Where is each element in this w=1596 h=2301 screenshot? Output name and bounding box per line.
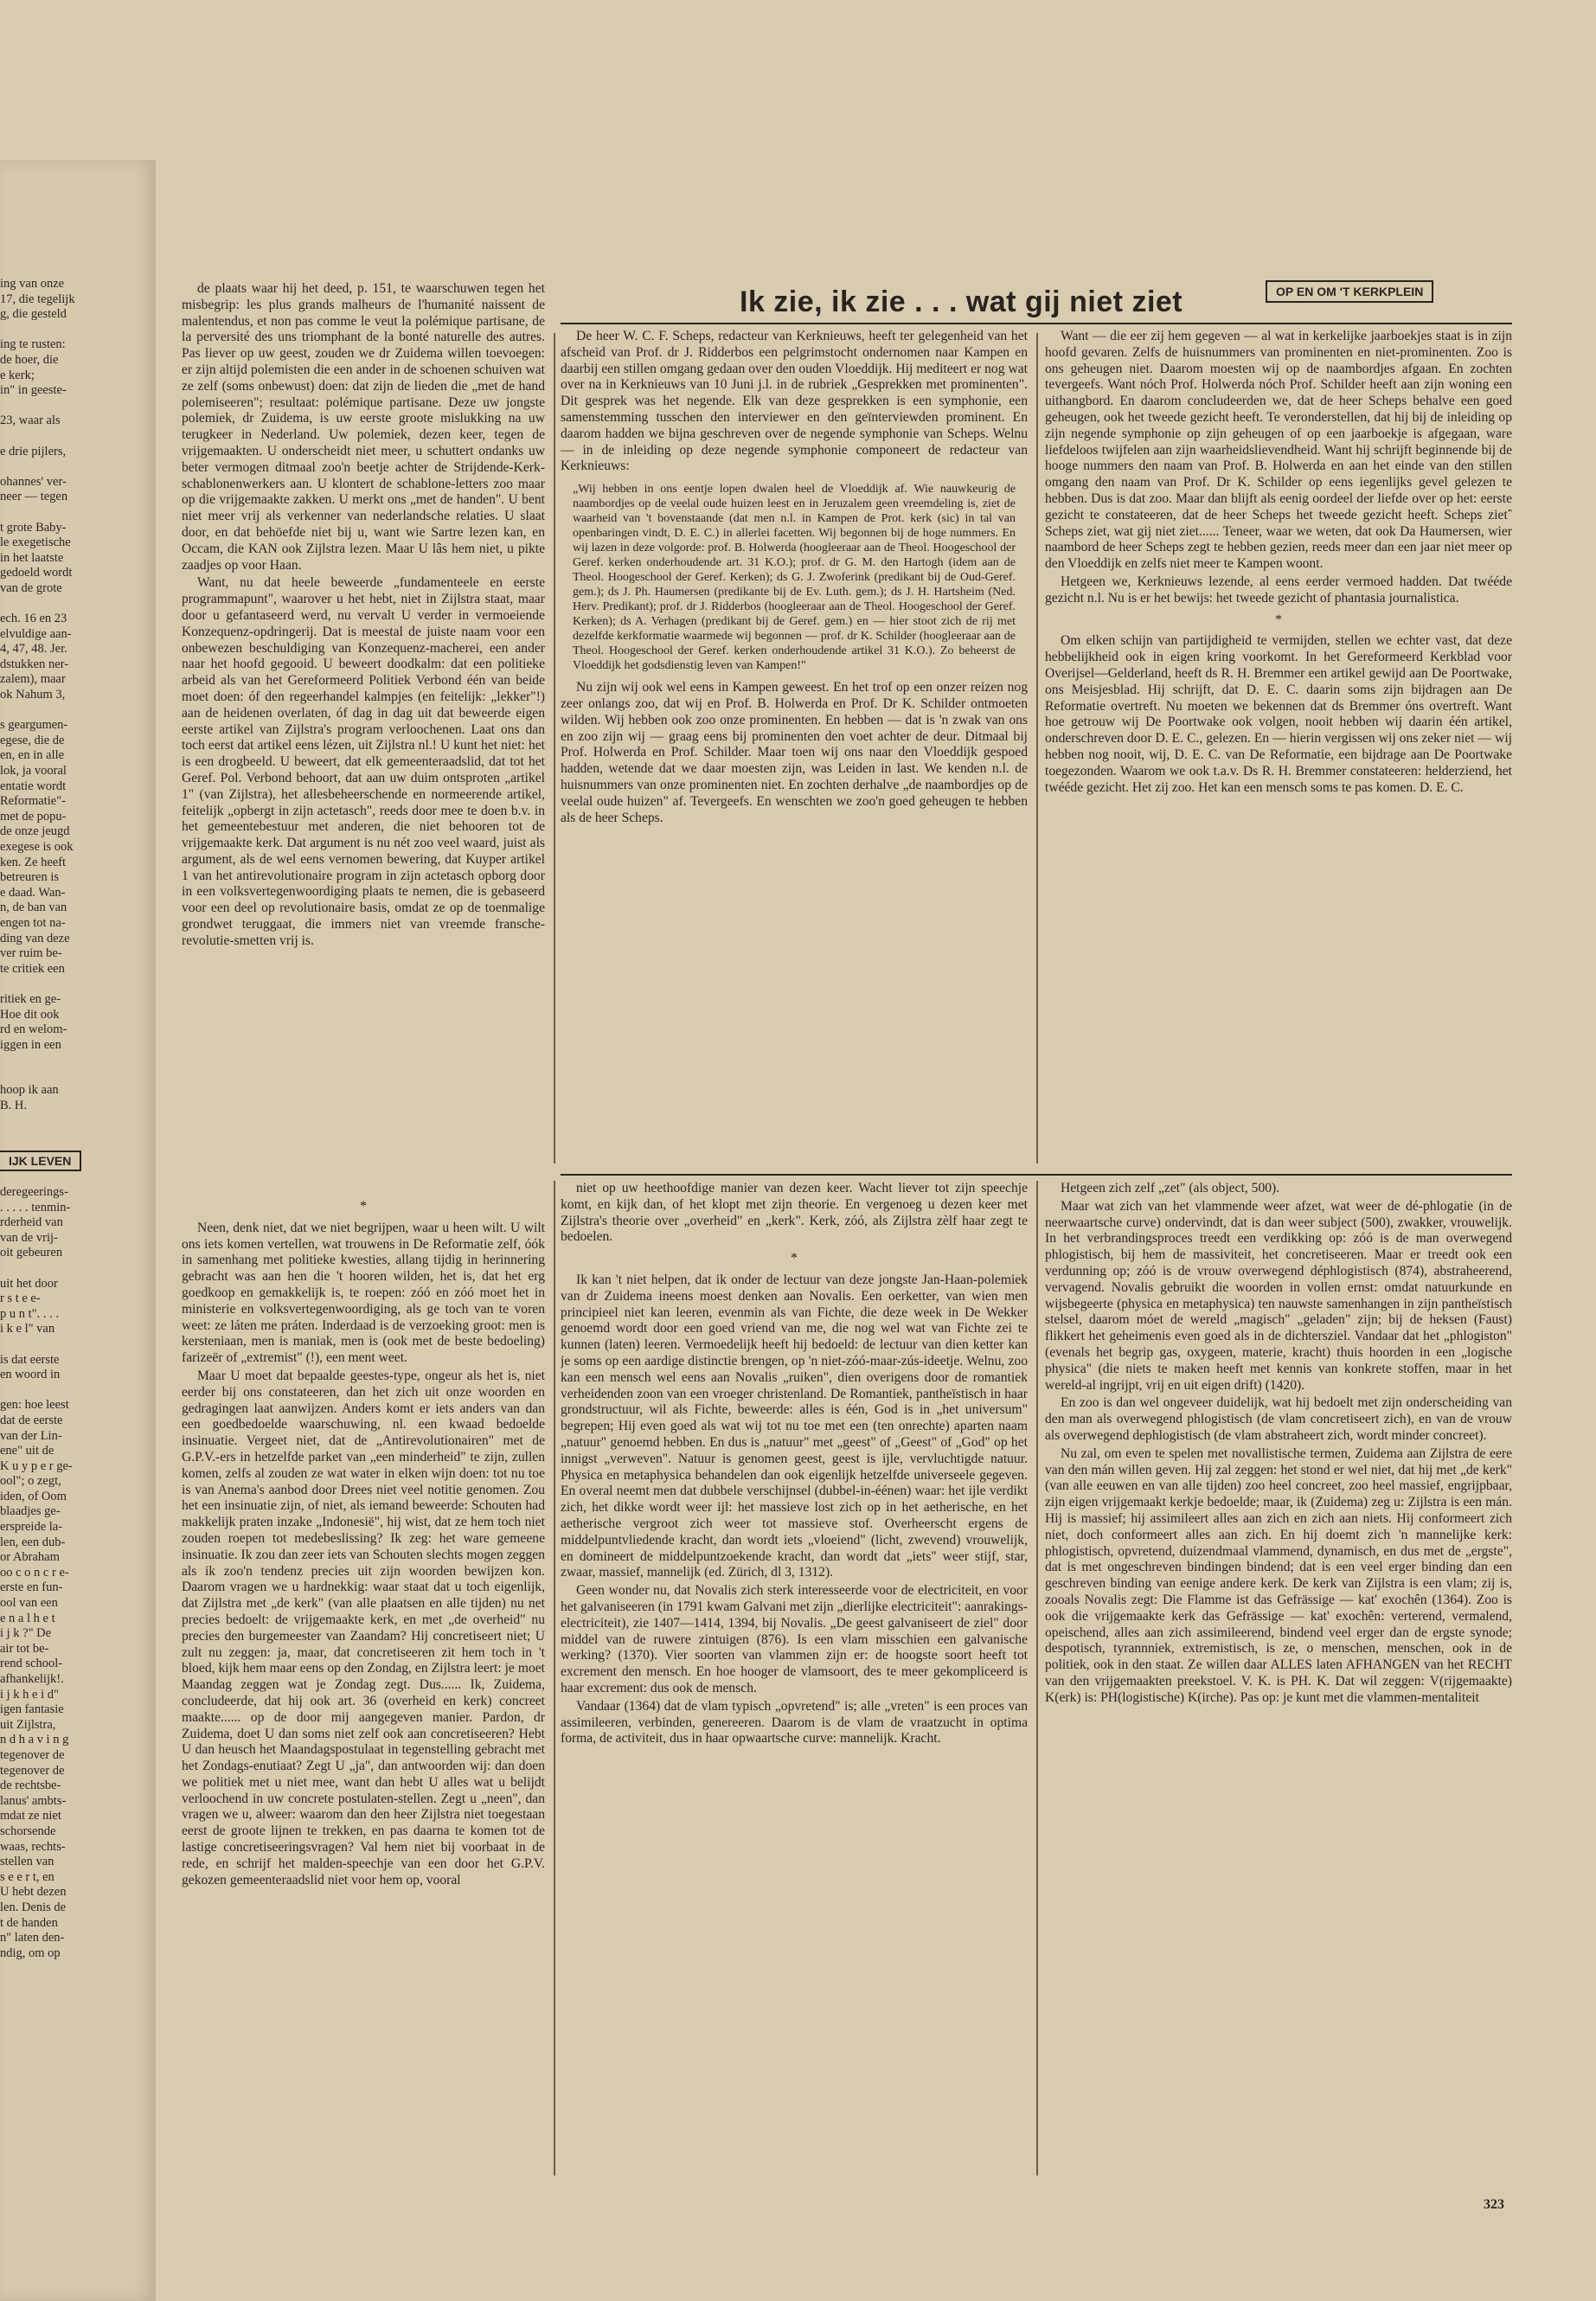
paragraph: de plaats waar hij het deed, p. 151, te waarschuwen tegen het misbegrip: les plus grands malheurs de l'humanité naissent de malentendus, et non pas comme le veut la polémique partisane, de la perversité des uns triomphant de la bonté naturelle des autres. Pas liever op uw geest, zouden we dr Zuidema willen toevoegen: er zijn altijd polemisten die een ander in de schoenen schuiven wat ze zelf (soms onbewust) doen: dat zijn de lieden die „met de hand polemiseeren"; resultaat: polémique partisane. Deze uw jongste polemiek, dr Zuidema, is uw eerste groote mislukking na uw terugkeer in Nederland. Uw polemiek, dezen keer, tegen de vrijgemaakten. U onderscheidt niet meer, u schuttert ondanks uw beter vermogen ditmaal zoo'n beetje achter de Strijdende-Kerk-schablonenwerkers aan. U klontert de schablone-letters zoo maar op die vrijgemaakte zakken. U merkt ons „met de handen". U bent niet meer vrij als verkenner van nederlandsche relaties. U slaat door, en dat behöefde niet bij u, want wie Sartre lezen kan, en Occam, die KAN ook Zijlstra lezen. Maar U lâs hem niet, u pikte zaadjes op voor Haan. xyxy=(182,281,545,573)
left-page-line: ool van een xyxy=(0,1596,58,1611)
paragraph: Maar U moet dat bepaalde geestes-type, ongeur als het is, niet eerder bij ons constateeren, dan het zich uit onze woorden en gedragingen laat aanwijzen. Anders komt er iets anders van dan een goedbedoelde waarschuwing, nl. een kwaad bedoelde insinuatie. Vergeet niet, dat de „Antirevolutionairen" met de G.P.V.-ers in hetzelfde parket van „een minderheid" te zijn, zullen komen, zelfs al zouden ze wat water in elken wijn doen: tot nu toe is van Anema's aanbod door Drees niet veel notitie genomen. Zou het een insinuatie zijn, of niet, als iemand beweerde: Schouten had makkelijk praten inzake „Indonesië", hij wist, dat ze hem toch niet zouden roepen tot medebeslissing? Ik zeg: het ware gemeene insinuatie. Ik zou dan zeer iets van Schouten slechts mogen zeggen als ik zoo'n tendenz precies uit zijn woorden bewijzen kon. Daarom vragen we u hardnekkig: waar staat dat u toch eigenlijk, dat Zijlstra met „de kerk" (van alle plaatsen en alle tijden) nu net precies bedoelt: de vrijgemaakte kerk, en met „de overheid" nu precies den burgemeester van Zaandam? Hij concretiseert niet; U zult nu zeggen: ja, maar, dat concretiseeren zit hem toch in 't bloed, kijk hem maar eens op den Zondag, en Zijlstra leert: je moet Maandag zeggen wat je Zondag zegt. Dus...... Ik, Zuidema, concludeerde, dat hij ook art. 36 (overheid en kerk) concreet maakte...... op de door mij aangegeven manier. Pardon, dr Zuidema, doet U dan soms niet zelf ook aan concretiseeren? Hebt U dan heusch het Maandagspostulaat in tegenstelling gebracht met het Zondags-enutiaat? Zegt U „ja", dan antwoorden wij: dan doen we politiek met u niet mee, want dan hebt U alles wat u belijdt verloochend in uw concrete postulaten-stellen. Zegt u „neen", dan vragen we u, alweer: waarom dan den heer Zijlstra niet toegestaan eerst de groote lijnen te trekken, en pas daarna te komen tot de lastige concretiseeringsvragen? Val hem niet bij voorbaat in de rede, en schrijf het malden-speechje van een door het G.P.V. gekozen gemeenteraadslid niet voor hem op, vooral xyxy=(182,1368,545,1888)
left-page-line: s e e r t, en xyxy=(0,1869,54,1884)
left-page-line: stellen van xyxy=(0,1855,54,1869)
left-page-line: de onze jeugd xyxy=(0,824,70,839)
left-page-line xyxy=(0,977,145,992)
column-3-bottom xyxy=(1045,1181,1512,2184)
paragraph: Om elken schijn van partijdigheid te vermijden, stellen we echter vast, dat deze hebbelijkheid ook in eigen kring voorkomt. In het Gereformeerd Kerkblad voor Overijsel—Gelderland, heeft ds R. H. Bremmer een artikel gewijd aan De Poortwake, ons Meisjesblad. Hij schrijft, dat D. E. C. daarin soms zijn bijdragen aan De Reformatie overtreft. Nu moeten we bekennen dat ds Bremmer óns overtreft. Want hoe getrouw wij De Poortwake ook volgen, nooit hebben wij daarin één artikel, onderschreven door D. E. C., gelezen. En — hierin vergissen wij ons zeker niet — wij hebben nog nooit, wij, D. E. C. van De Reformatie, een bijdrage aan De Poortwake toegezonden. Waarom we ook t.a.v. Ds R. H. Bremmer constateeren: helderziend, het twééde gezicht. Het zij zoo. Het kan een mensch soms te pas komen. D. E. C. xyxy=(1045,633,1512,795)
left-page-line: zalem), maar xyxy=(0,672,66,687)
left-page-line: ken. Ze heeft xyxy=(0,855,67,869)
left-page-line: is dat eerste xyxy=(0,1352,60,1367)
left-page-line: K u y p e r ge- xyxy=(0,1458,73,1473)
left-page-line: erspreide la- xyxy=(0,1520,63,1535)
left-page-line: ool"; o zegt, xyxy=(0,1474,61,1489)
left-page-line xyxy=(0,399,145,414)
left-page-line: ohannes' ver- xyxy=(0,474,67,489)
left-page-line: ok Nahum 3, xyxy=(0,688,66,702)
left-page-line xyxy=(0,1383,145,1399)
left-page-line: iggen in een xyxy=(0,1037,61,1052)
left-page-line: g, die gesteld xyxy=(0,307,67,322)
paragraph: Geen wonder nu, dat Novalis zich sterk interesseerde voor de electriciteit, en voor het galvaniseeren (in 1791 kwam Galvani met zijn „dierlijke electriciteit": aanrakings-electriciteit), zie 1407—1414, 1394, bij Novalis. „De geest galvaniseert de ziel" door middel van de ruwere zintuigen (876). Is een vlam misschien een galvanische werking? (1370). Vier soorten van vlammen zijn er: de hoogste soort heeft tot excrement den mensch. En hoe hooger de vlamsoort, des te meer gekompliceerd is haar excrement: dus ook de mensch. xyxy=(561,1583,1028,1695)
left-page-line: rderheid van xyxy=(0,1215,63,1230)
left-page-line: e daad. Wan- xyxy=(0,885,66,900)
left-page-line: . . . . . tenmin- xyxy=(0,1200,71,1215)
left-page-line: ritiek en ge- xyxy=(0,991,61,1006)
column-2-bottom xyxy=(561,1181,1028,2184)
paragraph: niet op uw heethoofdige manier van dezen keer. Wacht liever tot zijn speechje komt, en kijk dan, of het klopt met zijn theorie. En vergenoeg u dezen keer met Zijlstra's theorie over „overheid" en „kerk". Kerk, zóó, als Zijlstra zèlf haar zegt te bedoelen. xyxy=(561,1181,1028,1245)
left-page-line: len, een dub- xyxy=(0,1535,66,1549)
left-page-line: 4, 47, 48. Jer. xyxy=(0,642,67,657)
left-page-line: van de grote xyxy=(0,580,62,595)
paragraph: Hetgeen we, Kerknieuws lezende, al eens eerder vermoed hadden. Dat twééde gezicht n.l. Nu is er het bewijs: het tweede gezicht of phantasia journalistica. xyxy=(1045,574,1512,606)
left-page-line: e drie pijlers, xyxy=(0,444,67,458)
paragraph: De heer W. C. F. Scheps, redacteur van Kerknieuws, heeft ter gelegenheid van het afscheid van Prof. dr J. Ridderbos een pelgrimstocht ondernomen naar Kampen en daarbij een stillen omgang gedaan over den ouden Vloeddijk. Hij mediteert er nog wat over na in Kerknieuws van 10 Juni j.l. in de rubriek „Gesprekken met prominenten". Dit gesprek was het negende. Elk van deze gesprekken is een symphonie, een samenstemming tusschen den interviewer en den geïnterviewden prominent. En daarom hadden we bijna geschreven over de negende symphonie van Scheps. Welnu — in de inleiding op deze negende symphonie componeert de redacteur van Kerknieuws: xyxy=(561,329,1028,474)
left-page-line: t de handen xyxy=(0,1915,58,1930)
left-page-line: t grote Baby- xyxy=(0,520,67,535)
section-ornament: * xyxy=(1275,612,1282,627)
left-page-line xyxy=(0,459,145,475)
left-page-line: lanus' ambts- xyxy=(0,1793,67,1808)
left-page-line: van de vrij- xyxy=(0,1230,58,1245)
left-page-line: oo c o n c r e- xyxy=(0,1565,69,1580)
section-rule xyxy=(561,1174,1512,1176)
column-2-top xyxy=(561,329,1028,1168)
column-divider xyxy=(1036,333,1038,1163)
column-3-top xyxy=(1045,329,1512,1168)
left-page-line: mdat ze niet xyxy=(0,1809,61,1823)
left-page-line: betreuren is xyxy=(0,870,60,885)
left-page-line: gedoeld wordt xyxy=(0,566,73,580)
left-page-line xyxy=(0,505,145,521)
left-page-line: ene" uit de xyxy=(0,1444,54,1458)
left-page-line: tegenover de xyxy=(0,1763,65,1778)
left-page-line: n, de ban van xyxy=(0,901,67,915)
left-page-line: or Abraham xyxy=(0,1550,60,1565)
left-page-line: iden, of Oom xyxy=(0,1489,67,1503)
left-page-line xyxy=(0,703,145,719)
left-page-line: uit het door xyxy=(0,1276,58,1291)
left-page-line: met de popu- xyxy=(0,809,67,824)
paragraph: Vandaar (1364) dat de vlam typisch „opvretend" is; alle „vreten" is een proces van assimileeren, verbinden, genereeren. Daarom is de vlam de vraatzucht in optima forma, de activiteit, dus in haar opwaartsche curve: mannelijk. Kracht. xyxy=(561,1698,1028,1747)
left-page-line: te critiek een xyxy=(0,961,65,976)
left-page-line: e n a l h e t xyxy=(0,1611,55,1625)
left-page-line: exegese is ook xyxy=(0,839,74,854)
left-page-line xyxy=(0,1053,145,1068)
left-page-line: neer — tegen xyxy=(0,490,68,504)
left-page-line: igen fantasie xyxy=(0,1702,64,1717)
left-page-line: engen tot na- xyxy=(0,915,66,930)
column-badge: OP EN OM 'T KERKPLEIN xyxy=(1266,280,1433,303)
left-page-line: afhankelijk!. xyxy=(0,1672,64,1686)
left-page-line: i j k ?" De xyxy=(0,1626,52,1641)
block-quote: „Wij hebben in ons eentje lopen dwalen heel de Vloeddijk af. Wie nauwkeurig de naambordjes op de veelal oude huizen leest en in Jeruzalem geen vreemdeling is, ziet de waarheid van 't bovenstaande (dat men n.l. in Kampen de Prot. kerk (sic) in tal van openbaringen vindt, D. E. C.) in allerlei facetten. Wij begonnen bij de hoge nummers. En wij lazen in deze volgorde: prof. B. Holwerda (hoogleeraar aan de Theol. Hoogeschool der Geref. kerken onderhoudende art. 31 K.O.); prof. dr G. M. den Hartogh (idem aan de Theol. Hoogeschool der Geref. Kerken); ds G. J. Zwoferink (predikant bij de Oud-Geref. gem.); ds J. Ph. Haumersen (predikante bij de Ev. Luth. gem.); ds J. H. Hartsheim (Ned. Herv. Predikant); prof. dr J. Ridderbos (hoogleeraar aan de Theol. Hoogeschool der Geref. Kerken); ds A. Verhagen (predikant bij de Geref. gem.) en — hier stoot zich de rij met dezelfde kerkformatie waarmede wij begonnen — prof. dr K. Schilder (hoogleeraar aan de Theol. Hoogeschool der Geref. kerken onderhoudende artikel 31 K.O.). Zo beheerst de Vloeddijk het godsdienstig leven van Kampen!" xyxy=(573,483,1016,673)
paragraph: Nu zal, om even te spelen met novallistische termen, Zuidema aan Zijlstra de eere van den mán willen geven. Hij zal zeggen: het stond er wel niet, dat hij met „de kerk" (van alle eeuwen en van alle tijden) zoo heel concreet, zoo heel massief, engrijpbaar, zijn eigen vrijgemaakt kerkje bedoelde; maar, ik (Zuidema) zeg u: Zijlstra is een mán. Hij is massief; hij assimileert alles aan zich en zich aan niets. Hij conformeert zich niet, doch conformeert alles aan zich. En hij doemt zich 'n mannelijke kerk: phlogistisch, opvretend, duizendmaal vlammend, dynamisch, en dus met de „ergste", dat is met ongeschreven bindingen bindend; dat is een veel erger binding dan een geschreven binding van eenige andere kerk. De kerk van Zijlstra is een vlam; zij is, zooals Novalis zegt: Die Flamme ist das Gefrässige — kat' exochên (1364). Zoo is ook die vrijgemaakte kerk das Gefrässige — kat' exochên: verterend, vermalend, opeischend, alles aan zich assimileerend, bindend veel erger dan de ergste synode; despotisch, tyrannniek, extremistisch, is ze, o menschen, menschen, ook in de politiek, ook in den staat. Ze willen daar ALLES laten AFHANGEN van het RECHT van den vrijgemaakten preekstoel. V. K. is PH. K. Dat wil zeggen: V(rijgemaakte) K(erk) is: PH(logistische) K(irche). Pas op: je kunt met die vlammen-mentaliteit xyxy=(1045,1445,1512,1705)
paragraph: Nu zijn wij ook wel eens in Kampen geweest. En het trof op een onzer reizen nog zeer onlangs zoo, dat wij en Prof. B. Holwerda en Prof. Dr K. Schilder ontmoeten wilden. Wij hebben ook zoo onze prominenten. En hebben — dat is 'n zwak van ons en zoo zijn wij — graag eens bij prominenten den voet achter de deur. Ditmaal bij Prof. Holwerda en Prof. Schilder. Maar toen wij ons naar den Vloeddijk gespoed hadden, wetende dat we daar moesten zijn, was Leiden in last. We kenden n.l. de huisnummers van onze prominenten niet. En zochten derhalve „de naambordjes op de veelal oude huizen" af. Tevergeefs. En wenschten we zoo'n goed geheugen te hebben als de heer Scheps. xyxy=(561,680,1028,825)
paragraph: Maar wat zich van het vlammende weer afzet, wat weer de dé-phlogatie (in de neerwaartsche curve) ondervindt, dat is dan weer subject (500), zwakker, vrouwelijk. In het verbrandingsproces treedt een verdikking op: zóó is de man overwegend phlogistisch, bij hem de massiviteit, het concretiseeren. Maar er treedt ook een verdunning op; zóó is de vrouw overwegend déphlogistisch (874), abstraheerend, vervagend. Novalis gebruikt die woorden in vollen ernst: omdat natuurkunde en wijsbegeerte (physica en metaphysica) ten nauwste samenhangen in zijn pantheïstisch stelsel, daarom móet de wereld „magisch" „geladen" zijn; bij de heksen (Faust) flikkert het geheimenis even goed als in de dichtersziel. Vandaar dat het „phlogiston" (evenals het begrip gas, oxygeen, materie, kracht) thuis hoorden in een „logische physica" (die niets te maken heeft met kennis van konkrete stoffen, maar in het wereld-al ingrijpt, vrij en uit eigen drift) (1420). xyxy=(1045,1198,1512,1393)
left-page-line: tegenover de xyxy=(0,1747,65,1762)
left-page-column-lower xyxy=(0,1185,145,2102)
left-page-line: dat de eerste xyxy=(0,1413,63,1427)
left-page-line: hoop ik aan xyxy=(0,1083,59,1098)
column-divider xyxy=(554,333,555,1163)
left-page-line: waas, rechts- xyxy=(0,1839,66,1854)
left-page-line: erste en fun- xyxy=(0,1580,63,1595)
left-page-line: n" laten den- xyxy=(0,1931,65,1945)
page-number: 323 xyxy=(1484,2197,1504,2212)
left-page-line: r s t e e- xyxy=(0,1292,41,1306)
left-page-line: ndig, om op xyxy=(0,1945,61,1960)
column-1-bottom xyxy=(182,1194,545,2180)
left-page-line: B. H. xyxy=(0,1099,28,1113)
left-page-line: ver ruim be- xyxy=(0,946,62,961)
column-1-top xyxy=(182,281,545,1172)
left-page-line: e kerk; xyxy=(0,368,35,382)
left-page-line: 17, die tegelijk xyxy=(0,292,75,306)
left-page-line: s geargumen- xyxy=(0,718,68,733)
left-page-line: de hoer, die xyxy=(0,352,59,367)
left-page-fragment xyxy=(0,160,161,2301)
left-page-line: ing te rusten: xyxy=(0,337,66,352)
left-page-line xyxy=(0,429,145,445)
title-underline xyxy=(561,323,1512,324)
left-page-line: i k e l" van xyxy=(0,1322,55,1336)
left-page-line: i j k h e i d" xyxy=(0,1687,59,1702)
paragraph: Want, nu dat heele beweerde „fundamenteele en eerste programmapunt", waarover u het hebt, niet in Zijlstra staat, maar door u gefantaseerd werd, nu vervalt U verder in vermoeiende Konzequenz-opdringerij. Dat is meestal de juiste naam voor een onbewezen beschuldiging van Konzequenz-macherei, een ander naar het hoofd gegooid. U beweert doodkalm: dat een politieke arbeid als van het Gereformeerd Politiek Verbond één van beide moet doen: óf den regeerhandel kalmpjes (en feitelijk: „lekker"!) aan de heidenen overlaten, óf dag in dag uit dat beweerde eigen eerste artikel van Zijlstra's program verloochenen. Laat ons dan toch eerst dat artikel eens lézen, uit Zijlstra nl.! U kunt het niet: het is een drogbeeld. U beweert, dat elk gemeenteraadslid, dat tot het Geref. Pol. Verbond behoort, dat aan uw duim ontsproten „artikel 1" (van Zijlstra), het allesbeheerschende en normeerende artikel, feitelijk „opbergt in zijn actetasch", reeds door mee te doen b.v. in het gemeentebestuur met anderen, die niet behooren tot de vrijgemaakte kerk. Dat argument is nu nét zoo veel waard, juist als argument, als de wel eens vernomen bewering, dat Kuyper artikel 1 van het antirevolutionaire program in zijn actetasch opborg door in een volksvertegenwoordiging plaats te nemen, die is gebaseerd voor een deel op revolutionaire basis, omdat ze op de toenmalige grondwet teruggaat, die immers niet van vreemde fransche-revolutie-smetten vrij is. xyxy=(182,575,545,948)
left-page-line: elvuldige aan- xyxy=(0,626,72,641)
left-page-line: len. Denis de xyxy=(0,1900,67,1914)
left-page-line: egese, die de xyxy=(0,733,65,747)
section-ornament: * xyxy=(791,1251,798,1266)
paragraph: Ik kan 't niet helpen, dat ik onder de lectuur van deze jongste Jan-Haan-polemiek van dr Zuidema ineens moest denken aan Novalis. Een oerketter, van wien men principieel niet kan leeren, evenmin als van Fichte, die deze week in De Wekker genoemd wordt door een goed vriend van me, die nog wel wat van Fichte zei te kunnen (laten) leeren. Vermoedelijk heeft hij bedoeld: de lectuur van dien ketter kan je soms op een aardige distinctie brengen, op 'n niet-zóó-maar-zús-ideetje. Welnu, zoo kan een mensch wel eens aan Novalis „ruiken", dien overigens door de romantiek verheidenden zoon van een vroeger christenland. De Romantiek, pantheïstisch in haar grondstructuur, wil als Fichte, beweerde: alles is één, God is in „het universum" begrepen; Hij even goed als wat wij tot nu toe met een (ten onrechte) aparten naam „natuur" genoemd hebben. En dus is „natuur" met „geest" of „Geest" of „God" op het innigst „verweven". Natuur is genomen geest, geest is ijle, vervluchtigde natuur. Physica en metaphysica behandelen dan ook eigenlijk hetzelfde universeele gegeven. En overal neemt men dat dubbele verschijnsel (dubbel-in-éénen) waar: het ijle verdikt zich, het dikke wordt weer ijl: het massieve lost zich op in het aetherische, en het aetherische vergroot zich weer tot massieve stof. Overheerscht ergens de middelpuntvliedende kracht, dan wordt iets „vloeiend" (licht, zwevend) vrouwelijk, en domineert de middelpuntzoekende kracht, dan wordt dat „iets" weer stijf, star, zwaar, massief, mannelijk (ed. Zürich, dl 3, 1312). xyxy=(561,1272,1028,1580)
left-page-line: schorsende xyxy=(0,1823,56,1838)
article-title: Ik zie, ik zie . . . wat gij niet ziet xyxy=(740,285,1183,318)
left-page-line: lok, ja vooral xyxy=(0,764,67,778)
left-page-line: rd en welom- xyxy=(0,1022,67,1037)
left-page-line: ding van deze xyxy=(0,931,70,945)
left-page-line: p u n t". . . . xyxy=(0,1306,59,1321)
paragraph: Neen, denk niet, dat we niet begrijpen, waar u heen wilt. U wilt ons iets komen vertellen, wat trouwens in De Reformatie zelf, óók in samenhang met politieke kwesties, allang tijdig in herinnering gebracht was aan hen die 't hooren wilden, het is, dat het erg goedkoop en gemakkelijk is, te roepen: zóó en zóó moet het in ministerie en volksvertegenwoordiging, als ge toch van te voren weet: ze láten me práten. Inderdaad is de verzoeking groot: men is kersteniaan, men is maniak, men is (ook met de beste bedoeling) farizeër of „extremist" (!), een ment weet. xyxy=(182,1220,545,1366)
left-page-line: U hebt dezen xyxy=(0,1885,67,1900)
left-page-line: ech. 16 en 23 xyxy=(0,612,67,626)
left-page-line xyxy=(0,323,145,338)
left-page-line: ing van onze xyxy=(0,277,65,291)
left-page-line: blaadjes ge- xyxy=(0,1504,61,1519)
left-page-line: en, en in alle xyxy=(0,748,65,763)
column-divider xyxy=(554,1181,555,2176)
left-page-line: uit Zijlstra, xyxy=(0,1717,56,1732)
left-page-line: de rechtsbe- xyxy=(0,1779,61,1793)
left-page-line: Reformatie"- xyxy=(0,794,66,809)
paragraph: Want — die eer zij hem gegeven — al wat in kerkelijke jaarboekjes staat is in zijn hoofd gevaren. Zelfs de huisnummers van prominenten en niet-prominenten. Zoo is ons geheugen niet. Daarom moesten wij op de naambordjes afgaan. En zochten tevergeefs. Want nóch Prof. Holwerda nóch Prof. Schilder heeft aan zijn woning een uithangbord. En daarom concludeerden we, dat de heer Scheps behalve een goed geheugen, ook het tweede gezicht heeft. Te veronderstellen, dat hij bij de inleiding op zijn negende symphonie op zijn geheugen of op een jaarboekje is afgegaan, ware liefdeloos twijfelen aan zijn waarheidslievendheid. Want hij schrijft beginnende bij de hooge nummers den naam van Prof. B. Holwerda en aan het einde van den stillen omgang den naam van Prof. Dr K. Schilder op eens iegenlijks gevel gelezen te hebben. Dus is dat zoo. Maar dan blijft als eenig oordeel der liefde over op het: eerste gezicht te constateeren, dat de heer Scheps het tweede gezicht heeft. Scheps zietˆ Scheps ziet, wat gij niet ziet...... Teneer, waar we weten, dat ook Da Haumersen, wier naambord de heer Scheps zegt te hebben gezien, reeds meer dan een jaar niet meer op den Vloeddijk en zelfs niet meer te Kampen woont. xyxy=(1045,329,1512,572)
left-page-line xyxy=(0,1261,145,1277)
paragraph: Hetgeen zich zelf „zet" (als object, 500). xyxy=(1061,1181,1280,1195)
left-page-line: air tot be- xyxy=(0,1641,49,1656)
left-page-line xyxy=(0,1068,145,1084)
left-page-line: deregeerings- xyxy=(0,1185,68,1199)
left-page-column-upper xyxy=(0,277,145,1237)
right-page xyxy=(156,160,1596,2301)
left-page-line: van der Lin- xyxy=(0,1428,62,1443)
left-page-line: n d h a v i n g xyxy=(0,1733,69,1747)
left-page-line: entatie wordt xyxy=(0,779,67,793)
left-page-line: gen: hoe leest xyxy=(0,1398,69,1413)
left-page-line: dstukken ner- xyxy=(0,657,69,671)
left-page-line: oit gebeuren xyxy=(0,1246,63,1260)
left-page-line: rend school- xyxy=(0,1657,63,1671)
left-page-line xyxy=(0,596,145,612)
left-page-line: Hoe dit ook xyxy=(0,1007,60,1022)
left-page-line: le exegetische xyxy=(0,535,71,550)
left-page-line: 23, waar als xyxy=(0,413,61,428)
left-page-line: in het laatste xyxy=(0,550,64,565)
left-page-line xyxy=(0,1337,145,1353)
section-ornament: * xyxy=(360,1199,367,1214)
column-divider xyxy=(1036,1181,1038,2176)
left-page-line: en woord in xyxy=(0,1368,61,1382)
left-page-badge: IJK LEVEN xyxy=(0,1150,81,1171)
paragraph: En zoo is dan wel ongeveer duidelijk, wat hij bedoelt met zijn onderscheiding van den man als overwegend phlogistisch (de vlam concretiseert zich), en van de vrouw als overwegend dephlogistisch (de vlam abstraheert zich, wordt minder concreet). xyxy=(1045,1395,1512,1443)
left-page-line: in" in geeste- xyxy=(0,383,67,398)
